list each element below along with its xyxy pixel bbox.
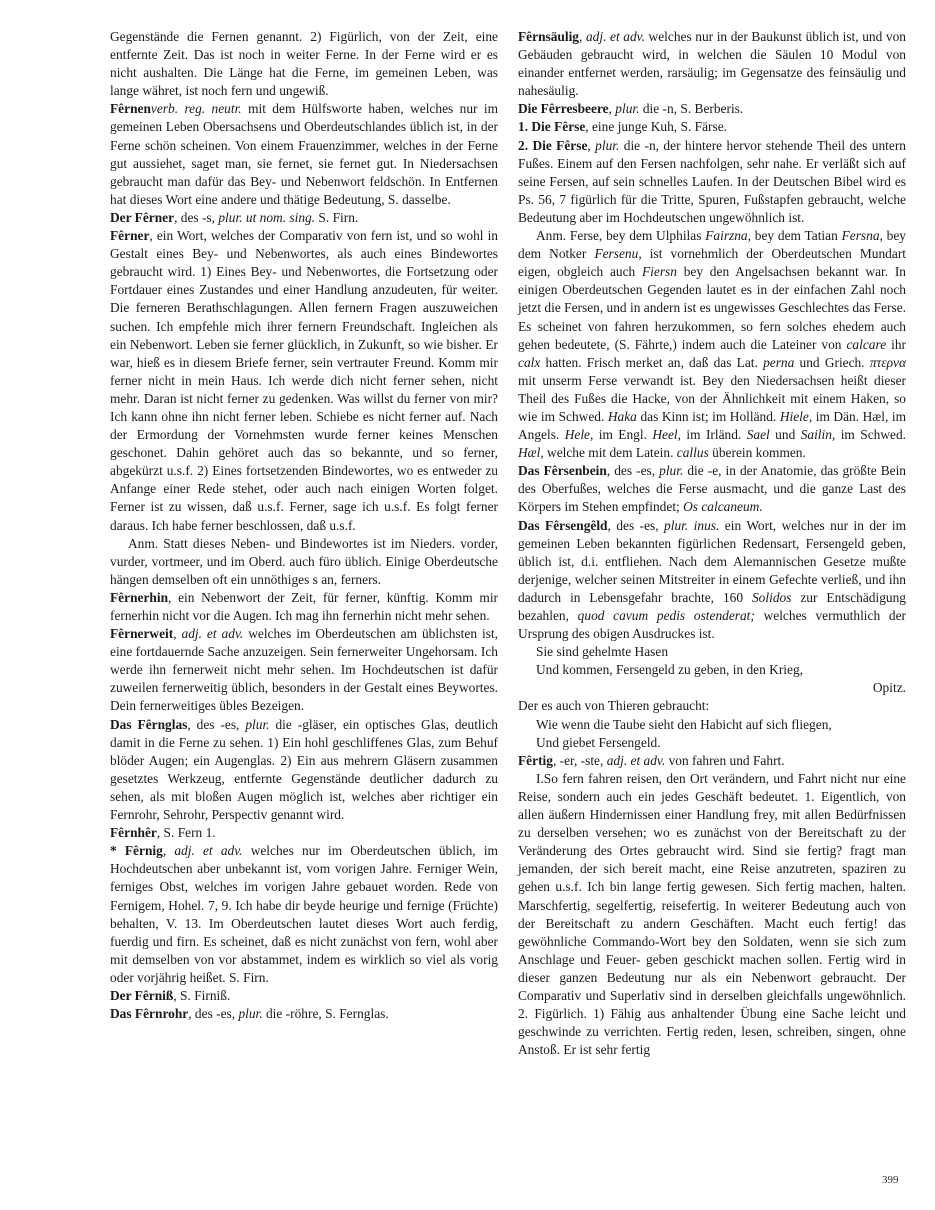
dictionary-entry: Das Fêrnrohr, des -es, plur. die -röhre, S. Fernglas. xyxy=(110,1006,389,1022)
dictionary-entry: Fêrnhêr, S. Fern 1. xyxy=(110,825,216,841)
dictionary-entry: Fêrnenverb. reg. neutr. mit dem Hülfsworte haben, welches nur im gemeinen Leben Obersachsens und Oberdeutschlandes üblich ist, in der Ferne schön scheinen. Von einem Frauenzimmer, welches in der Ferne gut aussiehet, saget man, sie fernet, sie fernet gut. In Niedersachsen gebraucht man dafür das Bey- und Nebenwort feldschön. In Entfernen hat dieses Wort eine andere und thätige Bedeutung, S. dasselbe. xyxy=(110,101,498,207)
annotation-text: Anm. Ferse, bey dem Ulphilas Fairzna, bey dem Tatian Fersna, bey dem Notker Fersenu, ist vornehmlich der Oberdeutschen Mundart eigen, obgleich auch Fiersn bey den Angelsachsen bekannt war. In einigen Oberdeutschen Gegenden lautet es in der einfachen Zahl noch jetzt die Fersen, und in andern ist es ungewisses Geschlechtes das Ferse. Es scheinet von fahren herzukommen, so fern solches ehedem auch gehen bedeutete, (S. Fährte,) indem auch die Lateiner von calcare ihr calx hatten. Frisch merket an, daß das Lat. perna und Griech. πτερνα mit unserm Ferse verwandt ist. Bey den Niedersachsen heißt dieser Theil des Fußes die Hacke, von der Ähnlichkeit mit einem Haken, so wie im Schwed. Haka das Kinn ist; im Holländ. Hiele, im Dän. Hæl, im Angels. Hele, im Engl. Heel, im Irländ. Sael und Sailin, im Schwed. Hæl, welche mit dem Latein. callus überein kommen. xyxy=(518,228,907,461)
entry-headword: Das Fêrsenbein xyxy=(518,463,607,479)
grammar-note: plur. xyxy=(595,137,620,153)
page-number: 399 xyxy=(882,1174,899,1186)
entry-headword: Der Fêrniß xyxy=(110,987,174,1003)
entry-headword: Fêrtig xyxy=(518,752,553,768)
dictionary-entry: Fêrnsäulig, adj. et adv. welches nur in der Baukunst üblich ist, und von Gebäuden gebraucht wird, in welchen die Säulen 10 Modul von einander entfernet werden, rarsäulig; im Gegensatze des feinsäulig und nahesäulig. xyxy=(518,29,906,99)
entry-headword: Das Fêrnglas xyxy=(110,716,188,732)
grammar-note: plur. xyxy=(245,716,270,732)
grammar-note: verb. reg. neutr. xyxy=(150,101,242,117)
grammar-note: adj. et adv. xyxy=(181,626,244,642)
grammar-note: adj. et adv. xyxy=(174,843,243,859)
dictionary-entry: Das Fêrsenbein, des -es, plur. die -e, in der Anatomie, das größte Bein des Oberfußes, welches die Ferse ausmacht, und die ganze Last des Körpers im Stehen empfindet; Os calcaneum. xyxy=(518,463,906,515)
paragraph: Anm. Statt dieses Neben- und Bindewortes ist im Nieders. vorder, vurder, vortmeer, und im Oberd. auch füro üblich. Einige Oberdeutsche hängen demselben oft ein unnöthiges s an, ferners. xyxy=(110,535,498,587)
grammar-note: adj. et adv. xyxy=(585,29,645,44)
dictionary-entry: 1. Die Fêrse, eine junge Kuh, S. Färse. xyxy=(518,119,727,135)
verse-line: Und giebet Fersengeld. xyxy=(536,734,661,750)
entry-headword: Fêrnen xyxy=(110,101,151,117)
dictionary-entry: Fêrner, ein Wort, welches der Comparativ von fern ist, und so wohl in Gestalt eines Bey- und Nebenwortes, als auch eines Bindewortes gebraucht wird. 1) Eines Bey- und Nebenwortes, die Fortsetzung oder Fortdauer eines Zustandes und einer Handlung anzudeuten, für weiter. Die ferneren Berathschlagungen. Allen fernern Fragen auszuweichen suchen. Ich empfehle mich ihrer fernern Freundschaft. Ingleichen als ein Nebenwort. Leben sie ferner glücklich, in Zukunft, so wie bisher. Er war, hieß es in diesem Briefe ferner, sein vertrauter Freund. Komm mir ferner nicht in mein Haus. Ich werde dich nicht ferner sehen, nicht mehr. Daran ist nicht ferner zu gedenken. Was willst du ferner von mir? Ich kann ohne ihn nicht ferner leben. Schiebe es nicht ferner auf. Nach der Ermordung der Vornehmsten wurde ferner keines Menschen geschonet. Dahin gehöret auch das so bekannte, und so ferner, abgekürzt u.s.f. 2) Eines fortsetzenden Bindewortes, wo es entweder zu Anfange einer Rede stehet, oder auch nach einigen Worten folget. Ferner ist zu wissen, daß u.s.f. Ferner, sage ich u.s.f. Es folgt ferner daraus. Ich habe ferner beschlossen, daß u.s.f. xyxy=(110,228,498,533)
entry-headword: Fêrnerhin xyxy=(110,589,169,605)
dictionary-entry: * Fêrnig, adj. et adv. welches nur im Oberdeutschen üblich, im Hochdeutschen aber unbekannt ist, vom vorigen Jahre. Ferniger Wein, ferniges Obst, welches im vorigen Jahre gebauet worden. Rede von Fernigem, Hohel. 7, 9. Ich habe dir beyde heurige und fernige (Früchte) behalten, V. 13. Im Oberdeutschen lautet dieses Wort auch ferdig, fuerdig und firn. Es scheinet, daß es nicht zunächst von fern, wohl aber mit demselben von vor abstammet, indem es wirklich so viel als vorig oder vorjährig heißet. S. Firn. xyxy=(110,843,498,985)
right-column xyxy=(518,28,906,1059)
entry-headword: Fêrnerweit xyxy=(110,626,174,642)
entry-headword: Fêrnhêr xyxy=(110,825,157,841)
entry-headword: 2. Die Fêrse xyxy=(518,137,588,153)
grammar-note: plur. ut nom. sing. xyxy=(218,209,316,225)
dictionary-entry: Fêrnerhin, ein Nebenwort der Zeit, für ferner, künftig. Komm mir fernerhin nicht vor die Augen. Ich mag ihn fernerhin nicht mehr sehen. xyxy=(110,589,498,623)
verse-attribution: Opitz. xyxy=(872,680,906,696)
entry-headword: Der Fêrner xyxy=(110,209,175,225)
grammar-note: plur. xyxy=(238,1006,263,1022)
grammar-note: plur. xyxy=(615,101,640,117)
latin-term: Os calcaneum. xyxy=(683,499,763,515)
entry-headword: * Fêrnig xyxy=(110,843,163,859)
paragraph: Der es auch von Thieren gebraucht: xyxy=(518,698,710,714)
entry-headword: Die Fêrresbeere xyxy=(518,101,609,117)
verse-line: Wie wenn die Taube sieht den Habicht auf sich fliegen, xyxy=(536,716,832,732)
grammar-note: plur. inus. xyxy=(664,517,720,533)
entry-text: ein Wort, welches nur in der im gemeinen Leben bekannten figürlichen Redensart, Fersengeld geben, üblich ist, d.i. entfliehen. Nach dem Alemannischen Gesetze mußte derjenige, welcher seinen Mitstreiter in einem Gefechte verließ, und ihn dadurch in Lebensgefahr brachte, 160 Solidos zur Entschädigung bezahlen, quod cavum pedis ostenderat; welches vermuthlich der Ursprung des obigen Ausdruckes ist. xyxy=(518,517,907,642)
grammar-note: plur. xyxy=(659,463,684,479)
verse-line: Und kommen, Fersengeld zu geben, in den Krieg, xyxy=(536,662,804,678)
dictionary-entry: 2. Die Fêrse, plur. die -n, der hintere hervor stehende Theil des untern Fußes. Einem auf den Fersen nachfolgen, sehr nahe. Er verläßt sich auf seine Fersen, auf sein schnelles Laufen. In der Deutschen Bibel wird es Ps. 56, 7 figürlich für die Tritte, Spuren, Fußstapfen gebraucht, welche Bedeutung aber im Hochdeutschen ungewöhnlich ist. xyxy=(518,137,906,225)
dictionary-entry: Fêrtig, -er, -ste, adj. et adv. von fahren und Fahrt. xyxy=(518,752,785,768)
entry-headword: Fêrnsäulig xyxy=(518,29,580,44)
paragraph: I.So fern fahren reisen, den Ort verändern, und Fahrt nicht nur eine Reise, sondern auch ein jedes Geschäft bedeutet. 1. Eigentlich, von allen äußern Hindernissen einer Handlung frey, mit allen Bedürfnissen zu derselben versehen; wo es zunächst von der Bereitschaft zu der Veränderung des Ortes gebraucht wird. Sind sie fertig? fragt man jemanden, der sich bereit macht, eine Reise anzutreten, spaziren zu gehen u.s.f. Ich bin lange fertig gewesen. Sich fertig machen, halten. Marschfertig, segelfertig, reisefertig. In weiterer Bedeutung auch von der Bereitschaft zu andern Geschäften. Macht euch fertig! das gewöhnliche Commando-Wort bey den Soldaten, wenn sie sich zum Anschlage und Feuer- geben geschickt machen sollen. Fertig wird in dieser ganzen Bedeutung nur als ein Nebenwort gebraucht. Der Comparativ und Superlativ sind in derselben gleichfalls ungewöhnlich. 2. Figürlich. 1) Fähig aus anhaltender Übung eine Sache leicht und geschwinde zu verrichten. Fertig reden, lesen, schreiben, singen, ohne Anstoß. Er ist sehr fertig xyxy=(518,770,906,1058)
entry-headword: 1. Die Fêrse xyxy=(518,119,586,135)
paragraph: Gegenstände die Fernen genannt. 2) Figürlich, von der Zeit, eine entfernte Zeit. Das ist noch in weiter Ferne. In der Ferne wird er es nicht aushalten. Die Länge hat die Ferne, im gemeinen Leben, was lange währet, ist noch fern und ungewiß. xyxy=(110,29,498,99)
dictionary-entry: Die Fêrresbeere, plur. die -n, S. Berberis. xyxy=(518,101,744,117)
entry-headword: Fêrner xyxy=(110,228,150,244)
left-column xyxy=(110,28,498,1023)
verse-line: Sie sind gehelmte Hasen xyxy=(536,644,669,660)
paragraph xyxy=(518,227,906,462)
dictionary-entry: Der Fêrner, des -s, plur. ut nom. sing. S. Firn. xyxy=(110,209,359,225)
dictionary-entry: Fêrnerweit, adj. et adv. welches im Oberdeutschen am üblichsten ist, eine fortdauernde Sache anzuzeigen. Sein fernerweiter Ungehorsam. Ich werde ihn fernerweit nicht mehr sehen. Im Hochdeutschen ist dafür zuweilen fernerweitig üblich, besonders in der Gestalt eines Beywortes. Dein fernerweitiges übles Bezeigen. xyxy=(110,626,498,714)
entry-headword: Das Fêrsengêld xyxy=(518,517,608,533)
dictionary-entry: Der Fêrniß, S. Firniß. xyxy=(110,987,231,1003)
grammar-note: adj. et adv. xyxy=(606,752,666,768)
entry-headword: Das Fêrnrohr xyxy=(110,1006,189,1022)
dictionary-entry: Das Fêrsengêld, des -es, plur. inus. ein Wort, welches nur in der im gemeinen Leben bekannten figürlichen Redensart, Fersengeld geben, üblich ist, d.i. entfliehen. Nach dem Alemannischen Gesetze mußte derjenige, welcher seinen Mitstreiter in einem Gefechte verließ, und ihn dadurch in Lebensgefahr brachte, 160 Solidos zur Entschädigung bezahlen, quod cavum pedis ostenderat; welches vermuthlich der Ursprung des obigen Ausdruckes ist. xyxy=(518,517,907,642)
dictionary-entry: Das Fêrnglas, des -es, plur. die -gläser, ein optisches Glas, deutlich damit in die Ferne zu sehen. 1) Ein hohl geschliffenes Glas, zum Behuf blöder Augen; ein Augenglas. 2) Ein aus mehrern Gläsern zusammen gesetztes Werkzeug, entfernte Gegenstände deutlicher dadurch zu sehen, als mit bloßen Augen möglich ist, welches aber richtiger ein Fernrohr, Sehrohr, Perspectiv genannt wird. xyxy=(110,716,498,823)
